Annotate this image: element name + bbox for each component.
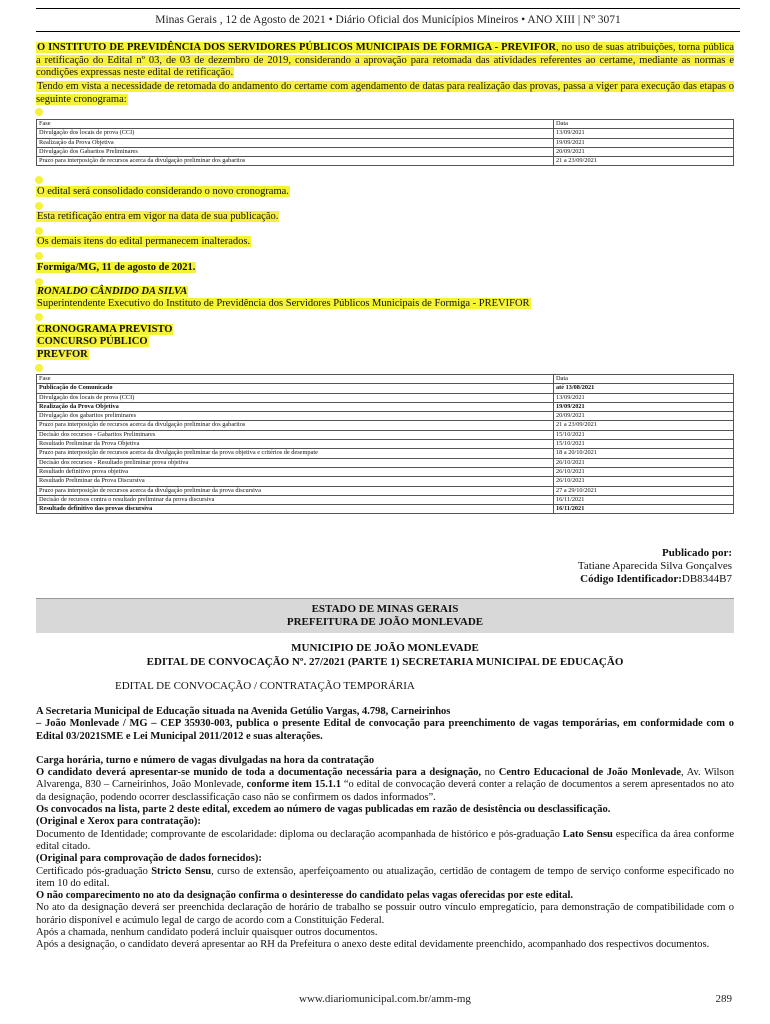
local-date: Formiga/MG, 11 de agosto de 2021. (37, 262, 196, 273)
band-state: ESTADO DE MINAS GERAIS (311, 603, 459, 615)
original-xerox-label: (Original e Xerox para contratação): (36, 816, 201, 828)
table-row (37, 147, 734, 156)
original-label: (Original para comprovação de dados fornecidos): (36, 853, 262, 865)
published-label: Publicado por: (662, 547, 732, 559)
stricto-sensu: Stricto Sensu (151, 865, 212, 877)
published-block (578, 547, 732, 586)
cell-data: 20/09/2021 (554, 412, 734, 421)
centro-educacional: Centro Educacional de João Monlevade (498, 767, 681, 779)
cell-data: 21 a 23/09/2021 (554, 421, 734, 430)
address-text: , Av. Wilson Alvarenga, 830 – Carneirinhos, João Monlevade, (36, 767, 734, 791)
cell-data: 19/09/2021 (554, 138, 734, 147)
band-prefeitura: PREFEITURA DE JOÃO MONLEVADE (286, 616, 484, 628)
highlight-marker (35, 227, 43, 235)
cell-fase: Divulgação dos locais de prova (CCI) (37, 129, 554, 138)
table-row (37, 440, 734, 449)
convocados-text: Os convocados na lista, parte 2 deste edital, excedem ao número de vagas publicadas em razão de desistência ou desclassificação. (36, 804, 611, 816)
cell-fase: Decisão de recursos contra o resultado preliminar da prova discursiva (37, 495, 554, 504)
table2-header-row (37, 375, 734, 384)
cell-fase: Realização da Prova Objetiva (37, 138, 554, 147)
quote-text: “o edital de convocação deverá conter a relação de documentos a serem apresentados no ato da designação, podendo ocorrer desclassificação caso não se confirmem os dados informados”. (36, 779, 735, 803)
prevfor-title: PREVFOR (37, 349, 88, 360)
signer-name: RONALDO CÂNDIDO DA SILVA (37, 286, 188, 297)
apos-chamada: Após a chamada, nenhum candidato poderá incluir quaisquer outros documentos. (36, 927, 378, 939)
nao-comparecimento: O não comparecimento no ato da designação confirma o desinteresse do candidato pelas vagas oferecidas por este edital. (36, 890, 574, 902)
section-band (36, 598, 734, 633)
highlight-marker (35, 313, 43, 321)
column-header-data: Data (554, 120, 734, 129)
cell-fase: Prazo para interposição de recursos acerca da divulgação preliminar da prova objetiva e critérios de desempate (37, 449, 554, 458)
cell-fase: Divulgação dos locais de prova (CCI) (37, 393, 554, 402)
ato-designacao: No ato da designação deverá ser preenchida declaração de horário de trabalho se possuir outro vínculo empregatício, para demonstração de compatibilidade com o horário disponível e acúmulo legal de cargo de acordo com a Constituição Federal. (36, 902, 734, 926)
certificado-text-2: , curso de extensão, aperfeiçoamento ou atualização, certidão de contagem de tempo de serviço conforme especificado no item 10 do edital. (36, 865, 735, 889)
section2-body (36, 706, 734, 952)
table-row (37, 138, 734, 147)
schedule-table-1 (36, 119, 734, 166)
table-row (37, 393, 734, 402)
consolidado-text: O edital será consolidado considerando o novo cronograma. (37, 186, 289, 197)
intro-line-1: A Secretaria Municipal de Educação situada na Avenida Getúlio Vargas, 4.798, Carneirinhos (36, 706, 451, 717)
table-row (37, 486, 734, 495)
schedule-table-2 (36, 374, 734, 514)
table-row (37, 157, 734, 166)
page-number: 289 (715, 993, 732, 1005)
cell-data: 20/09/2021 (554, 147, 734, 156)
table-row (37, 129, 734, 138)
edital-title: EDITAL DE CONVOCAÇÃO Nº. 27/2021 (PARTE 1) SECRETARIA MUNICIPAL DE EDUCAÇÃO (146, 656, 624, 668)
cell-fase: Divulgação dos Gabaritos Preliminares (37, 147, 554, 156)
cronograma-title: CRONOGRAMA PREVISTO (37, 324, 173, 335)
cell-data: 27 a 29/10/2021 (554, 486, 734, 495)
cell-data: 15/10/2021 (554, 440, 734, 449)
highlight-marker (35, 176, 43, 184)
cell-fase: Resultado definitivo das provas discursiva (37, 505, 554, 514)
intro-paragraph-2 (36, 81, 734, 106)
municipio-title: MUNICIPIO DE JOÃO MONLEVADE (291, 642, 479, 654)
code-value: DB8344B7 (681, 573, 732, 585)
table-row (37, 495, 734, 504)
table-row (37, 467, 734, 476)
cell-data: 15/10/2021 (554, 430, 734, 439)
carga-text: Carga horária, turno e número de vagas divulgadas na hora da contratação (36, 754, 375, 766)
item-ref: conforme item 15.1.1 (246, 779, 342, 791)
code-label: Código Identificador: (580, 573, 682, 585)
lato-sensu: Lato Sensu (562, 828, 613, 840)
column-header-fase: Fase (37, 375, 554, 384)
cell-fase: Resultado Preliminar da Prova Objetiva (37, 440, 554, 449)
table1-header-row (37, 120, 734, 129)
cell-data: 26/10/2021 (554, 467, 734, 476)
table-row (37, 449, 734, 458)
edital-subtitle: EDITAL DE CONVOCAÇÃO / CONTRATAÇÃO TEMPORÁRIA (115, 680, 415, 692)
documentos-text-2: específica da área conforme edital citado. (36, 828, 735, 852)
highlight-marker (35, 278, 43, 286)
candidato-bold: O candidato deverá apresentar-se munido de toda a documentação necessária para a designação, (36, 767, 481, 779)
vigor-text: Esta retificação entra em vigor na data de sua publicação. (37, 211, 279, 222)
certificado-text: Certificado pós-graduação (36, 865, 152, 877)
apos-designacao: Após a designação, o candidato deverá apresentar ao RH da Prefeitura o anexo deste edital devidamente preenchido, acompanhado dos respectivos documentos. (36, 939, 710, 951)
highlight-marker (35, 202, 43, 210)
cell-data: 13/09/2021 (554, 393, 734, 402)
highlight-marker (35, 108, 43, 116)
candidato-text: no (481, 767, 499, 779)
concurso-title: CONCURSO PÚBLICO (37, 336, 148, 347)
highlight-marker (35, 252, 43, 260)
cell-data: 21 a 23/09/2021 (554, 157, 734, 166)
table-row (37, 430, 734, 439)
cell-fase: Decisão dos recursos - Gabaritos Preliminares (37, 430, 554, 439)
intro-line-2: – João Monlevade / MG – CEP 35930-003, publica o presente Edital de convocação para preenchimento de vagas temporárias, em conformidade com o Edital 03/2021SME e Lei Municipal 2011/2012 e suas alterações. (36, 718, 734, 742)
cell-fase: Divulgação dos gabaritos preliminares (37, 412, 554, 421)
table-row (37, 477, 734, 486)
signer-role: Superintendente Executivo do Instituto de Previdência dos Servidores Públicos Municipais de Formiga - PREVIFOR (37, 298, 530, 309)
page-header: Minas Gerais , 12 de Agosto de 2021 • Diário Oficial dos Municípios Mineiros • ANO XIII | Nº 3071 (36, 8, 740, 32)
intro-title: O INSTITUTO DE PREVIDÊNCIA DOS SERVIDORES PÚBLICOS MUNICIPAIS DE FORMIGA - PREVIFOR (37, 42, 557, 53)
table-row (37, 412, 734, 421)
cell-fase: Prazo para interposição de recursos acerca da divulgação preliminar dos gabaritos (37, 421, 554, 430)
cell-fase: Realização da Prova Objetiva (37, 402, 554, 411)
demais-text: Os demais itens do edital permanecem inalterados. (37, 236, 251, 247)
cell-data: 26/10/2021 (554, 477, 734, 486)
cell-fase: Resultado Preliminar da Prova Discursiva (37, 477, 554, 486)
column-header-data: Data (554, 375, 734, 384)
cell-fase: Publicação do Comunicado (37, 384, 554, 393)
cell-data: 19/09/2021 (554, 402, 734, 411)
cell-data: 26/10/2021 (554, 458, 734, 467)
column-header-fase: Fase (37, 120, 554, 129)
cell-data: 13/09/2021 (554, 129, 734, 138)
highlight-marker (35, 364, 43, 372)
intro-paragraph-1 (36, 42, 734, 80)
table-row (37, 421, 734, 430)
cell-data: 16/11/2021 (554, 505, 734, 514)
cell-data: 16/11/2021 (554, 495, 734, 504)
table-row (37, 402, 734, 411)
intro-text: , no uso de suas atribuições, torna pública a retificação do Edital nº 03, de 03 de dezembro de 2019, considerando a aprovação para retomada das atividades referentes ao certame, mediante as normas e condições expressas neste edital de retificação. (36, 42, 735, 78)
footer-url[interactable]: www.diariomunicipal.com.br/amm-mg (299, 993, 471, 1005)
cell-data: 18 a 20/10/2021 (554, 449, 734, 458)
table-row (37, 505, 734, 514)
documentos-text: Documento de Identidade; comprovante de escolaridade: diploma ou declaração acompanhada de histórico e pós-graduação (36, 828, 563, 840)
table-row (37, 458, 734, 467)
cell-fase: Prazo para interposição de recursos acerca da divulgação preliminar da prova discursiva (37, 486, 554, 495)
cell-fase: Resultado definitivo prova objetiva (37, 467, 554, 476)
cell-fase: Prazo para interposição de recursos acerca da divulgação preliminar dos gabaritos (37, 157, 554, 166)
cell-data: até 13/08/2021 (554, 384, 734, 393)
published-name: Tatiane Aparecida Silva Gonçalves (577, 560, 732, 572)
intro-text-2: Tendo em vista a necessidade de retomada do andamento do certame com agendamento de datas para realização das provas, passa a viger para execução das etapas o seguinte cronograma: (36, 81, 734, 105)
table-row (37, 384, 734, 393)
cell-fase: Decisão dos recursos - Resultado preliminar prova objetiva (37, 458, 554, 467)
